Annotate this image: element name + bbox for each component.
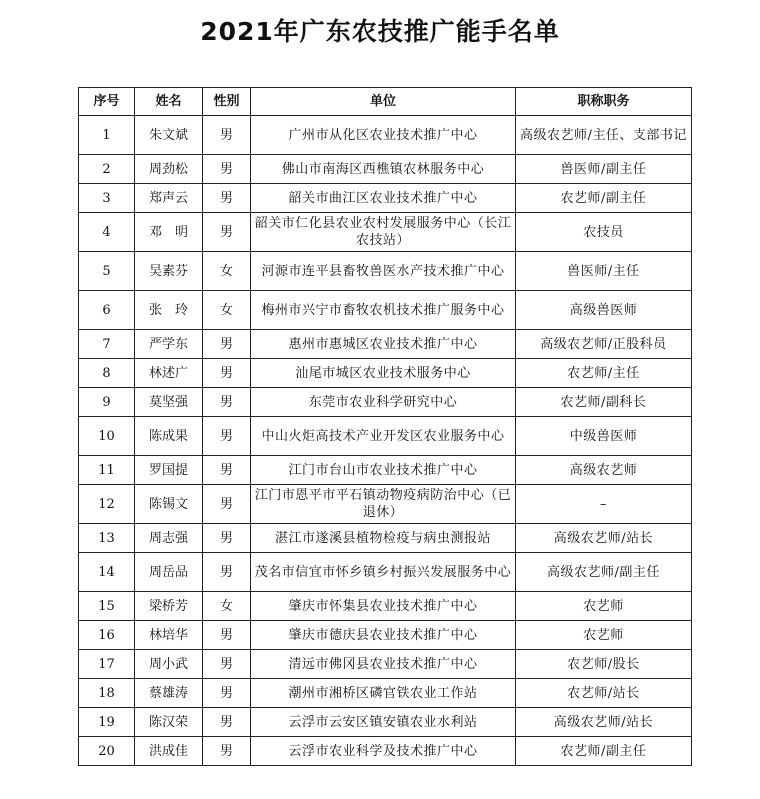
header-gender: 性别	[203, 88, 251, 116]
cell-title: 高级农艺师/站长	[516, 708, 692, 737]
cell-no: 16	[79, 621, 135, 650]
cell-gender: 男	[203, 359, 251, 388]
cell-title: 兽医师/副主任	[516, 155, 692, 184]
table-row	[79, 155, 692, 184]
cell-no: 7	[79, 330, 135, 359]
table-header-row	[79, 88, 692, 116]
cell-unit: 广州市从化区农业技术推广中心	[251, 116, 516, 155]
table-row	[79, 592, 692, 621]
cell-gender: 男	[203, 456, 251, 485]
cell-title: 农艺师	[516, 621, 692, 650]
header-unit: 单位	[251, 88, 516, 116]
cell-unit: 潮州市湘桥区磷官铁农业工作站	[251, 679, 516, 708]
cell-name: 郑声云	[135, 184, 203, 213]
cell-title: 农艺师/主任	[516, 359, 692, 388]
cell-no: 4	[79, 213, 135, 252]
cell-unit: 惠州市惠城区农业技术推广中心	[251, 330, 516, 359]
cell-name: 张 玲	[135, 291, 203, 330]
table-row	[79, 708, 692, 737]
cell-unit: 清远市佛冈县农业技术推广中心	[251, 650, 516, 679]
header-name: 姓名	[135, 88, 203, 116]
cell-unit: 肇庆市德庆县农业技术推广中心	[251, 621, 516, 650]
cell-name: 林培华	[135, 621, 203, 650]
cell-gender: 女	[203, 252, 251, 291]
cell-no: 17	[79, 650, 135, 679]
cell-title: 农艺师	[516, 592, 692, 621]
cell-title: 农艺师/副主任	[516, 184, 692, 213]
cell-name: 周小武	[135, 650, 203, 679]
table-row	[79, 621, 692, 650]
table-row	[79, 456, 692, 485]
cell-gender: 男	[203, 524, 251, 553]
table-row	[79, 184, 692, 213]
cell-gender: 女	[203, 291, 251, 330]
cell-unit: 汕尾市城区农业技术服务中心	[251, 359, 516, 388]
cell-gender: 男	[203, 417, 251, 456]
cell-title: 高级农艺师/站长	[516, 524, 692, 553]
cell-no: 11	[79, 456, 135, 485]
cell-name: 邓 明	[135, 213, 203, 252]
cell-unit: 佛山市南海区西樵镇农林服务中心	[251, 155, 516, 184]
cell-title: 中级兽医师	[516, 417, 692, 456]
cell-name: 洪成佳	[135, 737, 203, 766]
cell-title: 高级农艺师/副主任	[516, 553, 692, 592]
cell-gender: 男	[203, 213, 251, 252]
cell-name: 陈成果	[135, 417, 203, 456]
table-row	[79, 330, 692, 359]
cell-name: 陈汉荣	[135, 708, 203, 737]
cell-unit: 云浮市农业科学及技术推广中心	[251, 737, 516, 766]
cell-unit: 中山火炬高技术产业开发区农业服务中心	[251, 417, 516, 456]
cell-name: 周志强	[135, 524, 203, 553]
cell-gender: 男	[203, 708, 251, 737]
table-row	[79, 737, 692, 766]
cell-no: 8	[79, 359, 135, 388]
table-row	[79, 679, 692, 708]
cell-name: 陈锡文	[135, 485, 203, 524]
cell-title: 高级农艺师/主任、支部书记	[516, 116, 692, 155]
cell-gender: 男	[203, 485, 251, 524]
cell-title: 农艺师/副科长	[516, 388, 692, 417]
cell-unit: 东莞市农业科学研究中心	[251, 388, 516, 417]
cell-unit: 韶关市仁化县农业农村发展服务中心（长江农技站）	[251, 213, 516, 252]
cell-title: 高级农艺师	[516, 456, 692, 485]
table-row	[79, 252, 692, 291]
cell-gender: 男	[203, 679, 251, 708]
cell-name: 罗国提	[135, 456, 203, 485]
cell-no: 9	[79, 388, 135, 417]
cell-name: 朱文斌	[135, 116, 203, 155]
header-title: 职称职务	[516, 88, 692, 116]
cell-gender: 男	[203, 155, 251, 184]
table-row	[79, 388, 692, 417]
table-row	[79, 291, 692, 330]
table-row	[79, 524, 692, 553]
cell-gender: 女	[203, 592, 251, 621]
table-row	[79, 650, 692, 679]
table-row	[79, 553, 692, 592]
table-row	[79, 213, 692, 252]
cell-title: 农技员	[516, 213, 692, 252]
cell-no: 18	[79, 679, 135, 708]
cell-no: 1	[79, 116, 135, 155]
cell-gender: 男	[203, 650, 251, 679]
cell-no: 2	[79, 155, 135, 184]
cell-title: 农艺师/副主任	[516, 737, 692, 766]
cell-no: 12	[79, 485, 135, 524]
cell-unit: 云浮市云安区镇安镇农业水利站	[251, 708, 516, 737]
cell-unit: 梅州市兴宁市畜牧农机技术推广服务中心	[251, 291, 516, 330]
cell-name: 梁桥芳	[135, 592, 203, 621]
cell-no: 20	[79, 737, 135, 766]
cell-unit: 河源市连平县畜牧兽医水产技术推广中心	[251, 252, 516, 291]
cell-no: 19	[79, 708, 135, 737]
cell-no: 14	[79, 553, 135, 592]
cell-unit: 江门市台山市农业技术推广中心	[251, 456, 516, 485]
cell-title: 农艺师/站长	[516, 679, 692, 708]
cell-title: –	[516, 485, 692, 524]
cell-unit: 江门市恩平市平石镇动物疫病防治中心（已退休）	[251, 485, 516, 524]
table-row	[79, 359, 692, 388]
cell-title: 农艺师/股长	[516, 650, 692, 679]
cell-name: 周劲松	[135, 155, 203, 184]
cell-gender: 男	[203, 116, 251, 155]
cell-gender: 男	[203, 388, 251, 417]
cell-gender: 男	[203, 330, 251, 359]
cell-name: 蔡雄涛	[135, 679, 203, 708]
roster-table	[78, 87, 692, 766]
cell-gender: 男	[203, 737, 251, 766]
cell-unit: 肇庆市怀集县农业技术推广中心	[251, 592, 516, 621]
cell-name: 吴素芬	[135, 252, 203, 291]
cell-no: 15	[79, 592, 135, 621]
cell-name: 莫坚强	[135, 388, 203, 417]
cell-name: 严学东	[135, 330, 203, 359]
cell-name: 林述广	[135, 359, 203, 388]
cell-title: 兽医师/主任	[516, 252, 692, 291]
table-row	[79, 485, 692, 524]
page-title: 2021年广东农技推广能手名单	[200, 17, 560, 46]
cell-gender: 男	[203, 553, 251, 592]
cell-unit: 韶关市曲江区农业技术推广中心	[251, 184, 516, 213]
table-row	[79, 116, 692, 155]
cell-no: 3	[79, 184, 135, 213]
cell-name: 周岳品	[135, 553, 203, 592]
cell-title: 高级农艺师/正股科员	[516, 330, 692, 359]
cell-unit: 茂名市信宜市怀乡镇乡村振兴发展服务中心	[251, 553, 516, 592]
header-no: 序号	[79, 88, 135, 116]
cell-no: 6	[79, 291, 135, 330]
cell-unit: 湛江市遂溪县植物检疫与病虫测报站	[251, 524, 516, 553]
cell-gender: 男	[203, 621, 251, 650]
cell-no: 13	[79, 524, 135, 553]
cell-no: 5	[79, 252, 135, 291]
cell-gender: 男	[203, 184, 251, 213]
table-row	[79, 417, 692, 456]
cell-no: 10	[79, 417, 135, 456]
cell-title: 高级兽医师	[516, 291, 692, 330]
